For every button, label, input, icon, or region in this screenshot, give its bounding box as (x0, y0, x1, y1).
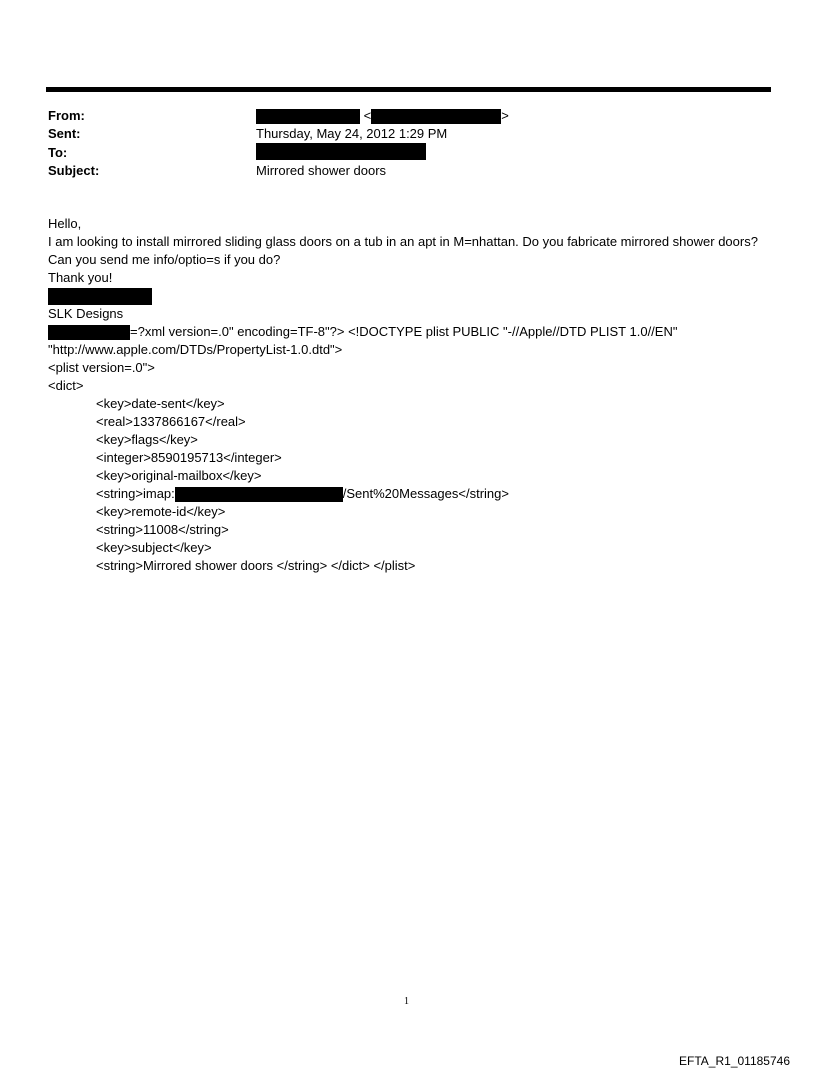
plist-line: <key>flags</key> (96, 432, 198, 447)
imap-prefix: <string>imap: (96, 486, 175, 501)
signature-name (48, 287, 768, 305)
from-gt: > (501, 108, 509, 123)
plist-line: <string>Mirrored shower doors </string> </dict> </plist> (96, 558, 416, 573)
imap-suffix: /Sent%20Messages</string> (342, 486, 509, 501)
redaction-box (256, 143, 426, 160)
plist-line: <string>11008</string> (96, 522, 229, 537)
subject-value: Mirrored shower doors (256, 163, 387, 178)
subject-label: Subject: (48, 163, 100, 178)
plist-line: <key>original-mailbox</key> (96, 468, 262, 483)
redaction-box (256, 109, 360, 124)
redaction-box (48, 325, 130, 340)
redaction-box (175, 487, 343, 502)
plist-line: <key>remote-id</key> (96, 504, 226, 519)
greeting: Hello, (48, 216, 82, 231)
plist-line: <real>1337866167</real> (96, 414, 246, 429)
page-number: 1 (404, 996, 409, 1007)
bates-number: EFTA_R1_01185746 (679, 1054, 790, 1068)
imap-line (48, 485, 768, 503)
company-name: SLK Designs (48, 306, 124, 321)
dict-open: <dict> (48, 378, 84, 393)
to-label: To: (48, 145, 68, 160)
from-value (256, 108, 509, 124)
body-paragraph: I am looking to install mirrored sliding glass doors on a tub in an apt in M=nhattan. Do you fabricate mirrored shower doors? Can you send me info/optio=s if you do? (48, 234, 758, 267)
redaction-box (371, 109, 501, 124)
thanks: Thank you! (48, 270, 113, 285)
email-body (48, 215, 768, 575)
xml-declaration (48, 323, 768, 341)
from-label: From: (48, 108, 85, 123)
plist-line: <key>date-sent</key> (96, 396, 225, 411)
to-value (256, 143, 426, 160)
plist-line: <integer>8590195713</integer> (96, 450, 282, 465)
redaction-box (48, 288, 152, 305)
plist-line: <key>subject</key> (96, 540, 212, 555)
plist-open: <plist version=.0"> (48, 360, 155, 375)
sent-label: Sent: (48, 126, 81, 141)
dtd-url: "http://www.apple.com/DTDs/PropertyList-1.0.dtd"> (48, 342, 343, 357)
header-rule (46, 87, 771, 92)
xml-declaration-text: =?xml version=.0" encoding=TF-8"?> <!DOCTYPE plist PUBLIC "-//Apple//DTD PLIST 1.0//EN" (130, 324, 678, 339)
sent-value: Thursday, May 24, 2012 1:29 PM (256, 126, 448, 141)
from-lt: < (363, 108, 372, 123)
